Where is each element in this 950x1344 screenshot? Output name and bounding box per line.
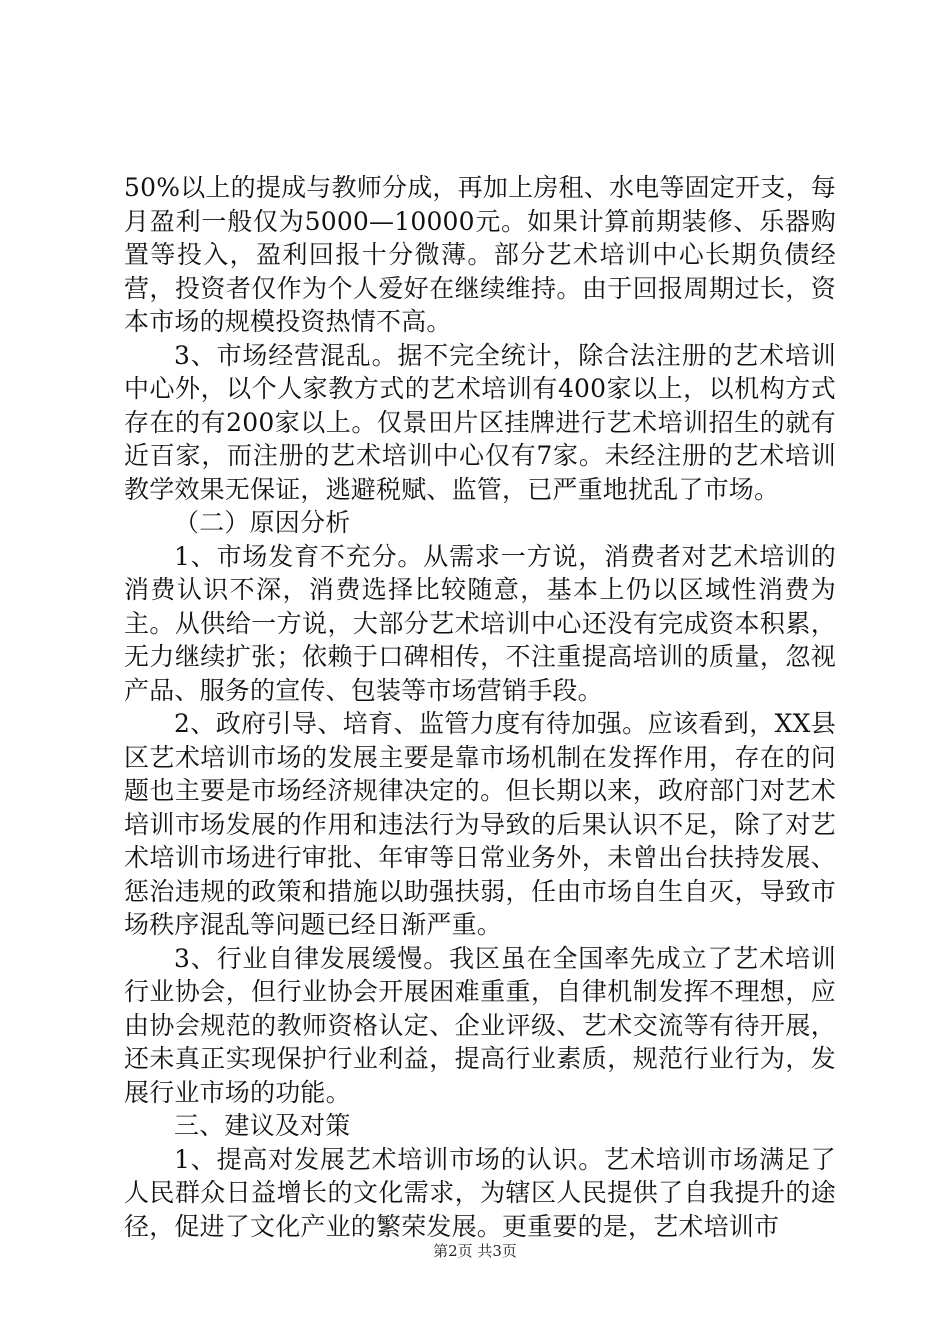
paragraph-industry-self-discipline: 3、行业自律发展缓慢。我区虽在全国率先成立了艺术培训行业协会，但行业协会开展困难重重，自律机制发挥不理想，应由协会规范的教师资格认定、企业评级、艺术交流等有待开展，还未真正实现保护行业利益，提高行业素质，规范行业行为，发展行业市场的功能。 bbox=[124, 943, 836, 1107]
paragraph-market-disorder: 3、市场经营混乱。据不完全统计，除合法注册的艺术培训中心外，以个人家教方式的艺术培训有400家以上，以机构方式存在的有200家以上。仅景田片区挂牌进行艺术培训招生的就有近百家，而注册的艺术培训中心仅有7家。未经注册的艺术培训教学效果无保证，逃避税赋、监管，已严重地扰乱了市场。 bbox=[124, 340, 836, 504]
section-heading-suggestions: 三、建议及对策 bbox=[174, 1111, 351, 1140]
paragraph-government-guidance: 2、政府引导、培育、监管力度有待加强。应该看到，XX县区艺术培训市场的发展主要是靠市场机制在发挥作用，存在的问题也主要是市场经济规律决定的。但长期以来，政府部门对艺术培训市场发展的作用和违法行为导致的后果认识不足，除了对艺术培训市场进行审批、年审等日常业务外，未曾出台扶持发展、惩治违规的政策和措施以助强扶弱，任由市场自生自灭，导致市场秩序混乱等问题已经日渐严重。 bbox=[124, 709, 836, 939]
document-body bbox=[124, 171, 836, 1243]
page-number-footer: 第2页 共3页 bbox=[433, 1242, 517, 1260]
paragraph-raise-awareness: 1、提高对发展艺术培训市场的认识。艺术培训市场满足了人民群众日益增长的文化需求，为辖区人民提供了自我提升的途径，促进了文化产业的繁荣发展。更重要的是，艺术培训市 bbox=[124, 1144, 836, 1241]
paragraph-continuation: 50%以上的提成与教师分成，再加上房租、水电等固定开支，每月盈利一般仅为5000—10000元。如果计算前期装修、乐器购置等投入，盈利回报十分微薄。部分艺术培训中心长期负债经营，投资者仅作为个人爱好在继续维持。由于回报周期过长，资本市场的规模投资热情不高。 bbox=[124, 173, 836, 336]
paragraph-market-immature: 1、市场发育不充分。从需求一方说，消费者对艺术培训的消费认识不深，消费选择比较随意，基本上仍以区域性消费为主。从供给一方说，大部分艺术培训中心还没有完成资本积累，无力继续扩张；依赖于口碑相传，不注重提高培训的质量，忽视产品、服务的宣传、包装等市场营销手段。 bbox=[124, 541, 836, 705]
section-heading-cause-analysis: （二）原因分析 bbox=[174, 508, 351, 537]
